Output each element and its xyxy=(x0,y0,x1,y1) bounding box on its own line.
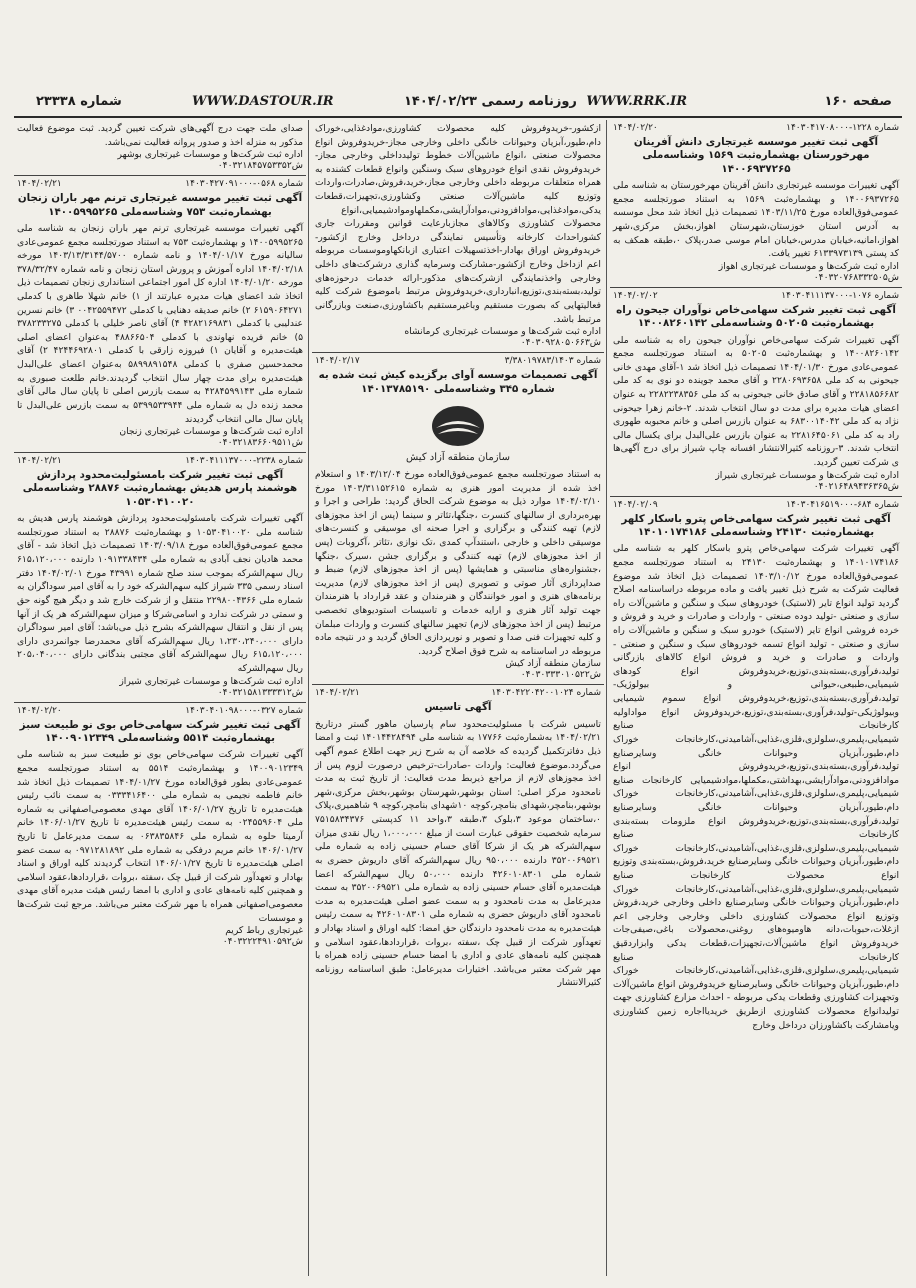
notice-code-line xyxy=(613,272,899,283)
kish-free-zone-logo-icon xyxy=(398,400,518,466)
notice-code-line xyxy=(613,481,899,492)
notice xyxy=(14,703,306,952)
notice-reg-line xyxy=(315,687,601,699)
notice-reg-number: شماره ۰۳۲۷-۱۴۰۳۰۴۰۱۰۹۸۰۰۰ xyxy=(185,705,303,716)
notice xyxy=(14,453,306,702)
notice-body: آگهی تغییرات شرکت سهامی‌خاص پترو باسکار کلهر به شناسه ملی ۱۴۰۱۰۱۷۴۱۸۶ و بهشماره‌ثبت ۲۴۱۳۰ به استناد صورتجلسه مجمع عمومی‌فوق‌العاده مورخ ۱۴۰۳/۱۰/۱۲ تصمیمات ذیل اتخاذ شد موضوع فعالیت شرکت به شرح ذیل تغییر یافت و ماده مربوطه دراساسنامه اصلاح گردید تولید انواع تایر (لاستیک) خودروهای سبک و سنگین و ماشین‌آلات راه سازی و صنعتی -تولید دوده صنعتی - واردات و صادرات و خرید و فروش و خرده فروشی انواع تایر (لاستیک) خودرو سبک و سنگین و ماشین‌آلات راه سازی و صنعتی - تولید انواع تسمه خودروهای سبک و سنگین و صنعتی - واردات و صادرات و خرید و فروش انواع کالاهای بازرگانی تولید،فرآوری،بسته‌بندی،توزیع،خریدوفروش انواع کودهای شیمیایی،طبیعی،حیوانی و بیولوژیک-تولید،فرآوری،بسته‌بندی،توزیع،خریدوفروش انواع سموم شیمیایی وبیولوژیکی-تولید،فرآوری،بسته‌بندی،توزیع،خریدوفروش انواع مواداولیه کارخانجات صنایع شیمیایی،پلیمری،سلولزی،فلزی،غذایی،آشامیدنی،کارخانجات خوراک دام،طیور،آبزیان وحیوانات خانگی وسایرصنایع تولید،فرآوری،بسته‌بندی،توزیع،خریدوفروش انواع موادافزودنی،موادآرایشی،بهداشتی،مکملها،موادشیمیایی کارخانجات صنایع شیمیایی،پلیمری،سلولزی،فلزی،غذایی،آشامیدنی،کارخانجات خوراک دام،طیور،آبزیان وحیوانات خانگی وسایرصنایع تولید،فرآوری،بسته‌بندی،توزیع،خریدوفروش انواع ملزومات بسته‌بندی کارخانجات صنایع شیمیایی،پلیمری،سلولزی،فلزی،غذایی،آشامیدنی،کارخانجات خوراک دام،طیور،آبزیان وحیوانات خانگی وسایرصنایع خرید،فروش،بسته‌بندی وتوزیع انواع محصولات کارخانجات صنایع شیمیایی،پلیمری،سلولزی،فلزی،غذایی،آشامیدنی،کارخانجات خوراک دام،طیور،آبزیان وحیوانات خانگی وسایرصنایع داخلی وخارجی خرید،فروش وتوزیع انواع محصولات کشاورزی داخلی وخارجی وخارجی اعم ازغلات،حبوبات،دانه هاوميوه‌های روغنی،محصولات باغی،صیفی‌جات خریدوفروش انواع ماشین‌آلات،تجهیزات،قطعات یدکی وابزاردقیق کارخانجات صنایع شیمیایی،پلیمری،سلولزی،فلزی،غذایی،آشامیدنی،کارخانجات خوراک دام،طیور،آبزیان وحیوانات خانگی وسایرصنایع خریدوفروش انواع ماشین‌آلات وتجهیزات کشاورزی وقطعات یدکی مربوطه - احداث مزارع کشاورزی جهت تولیدانواع محصولات کشاورزی ازطریق خریدیااجاره زمین کشاورزی ویامشارکت باکشاورزان درداخل وخارج xyxy=(613,543,899,1031)
notice-body: آگهی تغییرات موسسه غیرتجاری ترنم مهر باران زنجان به شناسه ملی ۱۴۰۰۵۹۹۵۲۶۵ و بهشماره‌ثبت ۷۵۳ به استناد صورتجلسه مجمع عمومی‌عادی سالیانه مورخ ۱۴۰۴/۰۱/۱۷ و نامه شماره ۱۴۰۳/۱۳/۳۱۴۴/۵۷۰۰ مورخه ۱۴۰۴/۰۲/۱۸ اداره آموزش و پرورش استان زنجان و نامه شماره ۳۷۸/۳۲/۴۷ مورخه ۱۴۰۴/۰۱/۲۰ اداره کل امور اجتماعی استانداری زنجان تصمیمات ذیل اتخاذ شد اعضای هیات مدیره عبارتند از ۱) خانم شهلا طاهری با کدملی ۶۱۵۹۰۶۴۲۷۱ ۲) خانم صدیقه دهنایی با کدملی ۰۰۴۲۵۵۹۴۷۲ ۳) خانم نسرین عندلیبی با کدملی ۴۲۸۲۱۶۹۸۳۱ ۴) آقای ناصر خلیلی با کدملی ۳۷۸۲۳۳۲۷۵ ۵) خانم فریده نهاوندی با کدملی ۴۸۸۶۶۵۰۴ به‌عنوان اعضای اصلی هیئت‌مدیره و آقایان ۱) فیروزه زارقی با کدملی ۴۲۴۴۶۹۲۸۰۱ ۲) آقای محمدحسین صفری با کدملی ۵۸۹۹۸۹۱۵۴۸ به‌عنوان اعضای علی‌البدل هیئت‌مدیره برای مدت چهار سال انتخاب گردیدند.خانم طلعت صبوری به شماره ملی ۴۲۸۴۵۹۹۱۴۳ به سمت بازرس اصلی تا پایان سال مالی آقای محمد زنده دل به شماره ملی ۵۳۹۹۵۳۳۹۴۴ به سمت بازرس علی‌البدل تا پایان سال مالی انتخاب گردیدند xyxy=(17,222,304,425)
notice-footer xyxy=(17,149,303,160)
notice-code: ش۰۴۰۳۲۱۸۳۶۶۰۹۵۱۱ xyxy=(217,437,303,449)
notice-office: اداره ثبت شرکت‌ها و موسسات غیرتجاری اهواز xyxy=(718,260,899,272)
notice-title: آگهی تاسیس xyxy=(424,701,492,714)
notice-footer xyxy=(315,658,601,669)
notice-date: ۱۴۰۴/۰۲/۱۷ xyxy=(315,356,360,367)
notice-title: آگهی ثبت تغییر شرکت سهامی‌خاص نوآوران جیحون راه بهشماره‌ثبت ۵۰۲۰۵ وشناسه‌ملی ۱۴۰۰۸۲۶۰۱۴۲ xyxy=(616,303,896,330)
notice xyxy=(312,685,604,994)
column-right xyxy=(610,120,902,1278)
notice-reg-number: شماره ۲۲۳۸-۱۴۰۳۰۴۱۱۱۳۷۰۰۰ xyxy=(185,456,303,467)
logo-caption: سازمان منطقه آزاد کیش xyxy=(406,451,510,463)
notice-body: آگهی تغییرات شرکت بامسئولیت‌محدود پردازش هوشمند پارس هدیش به شناسه ملی ۱۰۵۳۰۴۱۰۰۲۰ و بهشماره‌ثبت ۲۸۸۷۶ به استناد صورتجلسه مجمع عمومی‌فوق‌العاده مورخ ۱۴۰۳/۰۹/۱۸ تصمیمات ذیل اتخاذ شد - آقای محمد هادیان نجف آبادی به شماره ملی ۱۰۹۱۳۳۸۴۳۴ دارنده ۶۱۵،۱۲۰،۰۰۰ ریال سهم‌الشرکه بموجب سند صلح شماره ۴۳۹۹۱ مورخ ۱۴۰۴/۰۲/۰۱ دفتر اسناد رسمی ۳۳۵ شیراز کلیه سهم‌الشرکه خود را به آقای امیر سوداگران به شماره ملی ۲۲۹۸۰۰۴۳۶۶ منتقل و از شرکت خارج شد و دیگر هیچ گونه حق و سمتی در شرکت ندارد و اسامی‌شرکا و میزان سهم‌الشرکه هر یک از آنها پس از نقل و انتقال سهم‌الشرکه بشرح ذیل می‌باشد: آقای امیر سوداگران دارای ۱،۲۳۰،۲۴۰،۰۰۰ ریال سهم‌الشرکه آقای محمدرضا جوانمردی دارای ۶۱۵،۱۲۰،۰۰۰ ریال سهم‌الشرکه آقای مجتبی بندگانی دارای ۲۰۵،۰۴۰،۰۰۰ ریال سهم‌الشرکه xyxy=(17,513,304,674)
notice-continuation xyxy=(312,120,604,353)
column-left xyxy=(14,120,306,1278)
notice-footer xyxy=(613,261,899,272)
notice-office: سازمان منطقه آزاد کیش xyxy=(505,658,601,670)
notice xyxy=(610,497,902,1037)
notice-reg-number: شماره ۱۲۲۸-۱۴۰۳۰۴۱۷۰۸۰۰۰ xyxy=(786,123,899,133)
notice-reg-number: شماره ۰۵۶۸-۱۴۰۳۰۴۲۷۰۹۱۰۰۰ xyxy=(185,179,303,190)
notice-date: ۱۴۰۴/۰۲/۲۰ xyxy=(17,705,62,716)
column-divider xyxy=(606,120,607,1276)
notice-date: ۱۴۰۴/۰۲/۰۹ xyxy=(613,499,658,510)
notice-title: آگهی ثبت تغییر موسسه غیرتجاری دانش آفرینان مهرخورستان بهشماره‌ثبت ۱۵۶۹ وشناسه‌ملی ۱۴۰۰۶۹۳۷۲۶۵ xyxy=(633,136,879,175)
notice-reg-line xyxy=(613,499,899,511)
notice-reg-number: شماره ۱۴۰۳۰۴۲۲۰۴۲۰۰۱۰۲۴ xyxy=(491,688,601,699)
notice-footer xyxy=(17,676,303,687)
notice-code: ش۰۴۰۳۰۹۲۸۰۵۰۶۶۳ xyxy=(520,337,601,349)
notice-code: ش۰۴۰۳۰۳۳۳۰۱۰۵۲۲ xyxy=(520,669,601,681)
notice-code-line xyxy=(17,936,303,947)
notice-body: صدای ملت جهت درج آگهی‌های شرکت تعیین گردید. ثبت موضوع فعالیت مذکور به منزله اخذ و صدور پروانه فعالیت نمی‌باشد. xyxy=(17,123,303,148)
notice-code: ش۰۴۰۳۲۲۲۴۹۱۰۵۹۲ xyxy=(222,936,303,948)
issue-number: شماره ۲۳۳۳۸ xyxy=(36,94,122,109)
notice-body: آگهی تغییرات شرکت سهامی‌خاص بوی نو طبیعت سبز به شناسه ملی ۱۴۰۰۹۰۱۲۳۴۹ و بهشماره‌ثبت ۵۵۱۴ به استناد صورتجلسه مجمع عمومی‌عادی بطور فوق‌العاده مورخ ۱۴۰۴/۰۱/۲۷ تصمیمات ذیل اتخاذ شد خانم فاطمه نجیمی به شماره ملی ۰۳۳۳۴۱۶۴۰۰ به سمت نائب رئیس هیئت‌مدیره تا تاریخ ۱۴۰۶/۰۱/۲۷ آقای مهدی معصومی‌اصفهانی به شماره ملی ۰۲۴۵۵۹۶۰۴ به سمت رئیس هیئت‌مدیره تا تاریخ ۱۴۰۶/۰۱/۲۷ خانم آرمیتا حلوه به شماره ملی ۰۶۳۸۳۵۸۴۶ به سمت مدیرعامل تا تاریخ ۱۴۰۶/۰۱/۲۷ خانم مریم درفکی به شماره ملی ۰۹۷۱۲۸۱۸۹۲ به سمت عضو اصلی هیئت‌مدیره تا تاریخ ۱۴۰۶/۰۱/۲۷ انتخاب گردیدند کلیه اوراق و اسناد بهادار و تعهدآور شرکت از قبیل چک ،سفته ،بروات ،قراردادها،عقود اسلامی و همچنین کلیه نامه‌های عادی و اداری با امضا رئیس هیئت مدیره آقای مهدی معصومی‌اصفهانی همراه با مهر شرکت معتبر می‌باشد. مرجع ثبت شرکت‌ها و موسسات xyxy=(17,749,304,924)
notice-office: اداره ثبت شرکت‌ها و موسسات غیرتجاری بوشهر xyxy=(117,149,303,161)
notice-continuation xyxy=(14,120,306,176)
notice-reg-line xyxy=(613,122,899,134)
page-header xyxy=(14,6,902,118)
notice-office: اداره ثبت شرکت‌ها و موسسات غیرتجاری شیراز xyxy=(119,675,303,687)
notice-reg-number: شماره ۶۸۴-۱۴۰۳۰۴۱۶۵۱۹۰۰۰ xyxy=(786,499,899,510)
notice-code: ش۰۴۰۲۱۶۴۸۹۴۳۶۳۶۵ xyxy=(813,480,899,492)
notice-footer xyxy=(613,470,899,481)
notice-code-line xyxy=(17,160,303,171)
notice-date: ۱۴۰۴/۰۲/۲۱ xyxy=(315,688,360,699)
notice-body: آگهی تغییرات شرکت سهامی‌خاص نوآوران جیحون راه به شناسه ملی ۱۴۰۰۸۲۶۰۱۴۲ و بهشماره‌ثبت ۵۰۲۰۵ به استناد صورتجلسه مجمع عمومی‌عادی مورخ ۱۴۰۴/۰۱/۳۰ تصمیمات ذیل اتخاذ شد ۱-آقای مهدی خانی جیحونی به کد ملی ۲۲۸۰۶۹۳۶۵۸ و آقای محمد جوینده دو نوی به کد ملی ۲۲۸۱۸۵۶۶۸۲ و آقای صادق خانی جیحونی به کد ملی ۲۲۸۲۲۳۸۳۵۶ به عنوان اعضای هیات مدیره برای مدت دو سال انتخاب شدند. ۲-خانم زهرا جیحونی نژاد به کد ملی ۶۸۳۰۰۱۴۰۴۲ به عنوان بازرس اصلی و خانم محبوبه طهوری راد به کد ملی ۲۲۸۱۶۴۵۰۶۱ به عنوان بازرس علی‌البدل برای یکسال مالی انتخاب شدند. ۳-روزنامه کثیرالانتشار افسانه چاپ شیراز برای درج آگهی‌ها ی شرکت تعیین گردید. xyxy=(613,334,900,469)
notice-body: آگهی تغییرات موسسه غیرتجاری دانش آفرینان مهرخورستان به شناسه ملی ۱۴۰۰۶۹۳۷۲۶۵ و بهشماره‌ثبت ۱۵۶۹ به استناد صورتجلسه مجمع عمومی‌فوق‌العاده مورخ ۱۴۰۳/۱۱/۲۵ تصمیمات ذیل اتخاذ شد محل موسسه به آدرس استان خوزستان،شهرستان اهواز،بخش مرکزی،شهر اهواز،امانیه،خیابان مدرس،خیابان امام موسی صدر،پلاک ۰،طبقه همکف به کد پستی ۶۱۳۳۹۷۳۱۳۹ تغییر یافت. xyxy=(613,180,900,260)
site-link-dastour[interactable]: WWW.DASTOUR.IR xyxy=(192,94,334,109)
notice-code-line xyxy=(315,669,601,680)
column-divider xyxy=(308,120,309,1276)
notice xyxy=(14,176,306,453)
notice-title: آگهی ثبت تغییر موسسه غیرتجاری ترنم مهر باران زنجان بهشماره‌ثبت ۷۵۳ وشناسه‌ملی ۱۴۰۰۵۹۹۵۲۶۵ xyxy=(17,192,303,218)
notice-reg-number: شماره ۳/۳۸۰۱۹۷۸۳/۱۴۰۳ xyxy=(504,356,601,367)
notice-reg-line xyxy=(613,290,899,302)
notice-title: آگهی ثبت تغییر شرکت سهامی‌خاص پترو باسکار کلهر بهشماره‌ثبت ۲۴۱۳۰ وشناسه‌ملی ۱۴۰۱۰۱۷۴۱۸۶ xyxy=(621,512,891,538)
notice-title: آگهی ثبت تغییر شرکت بامسئولیت‌محدود پردازش هوشمند پارس هدیش بهشماره‌ثبت ۲۸۸۷۶ وشناسه‌ملی ۱۰۵۳۰۴۱۰۰۲۰ xyxy=(22,469,298,508)
notice-code-line xyxy=(17,687,303,698)
notice-reg-number: شماره ۱۰۷۶-۱۴۰۳۰۴۱۱۱۳۷۰۰۰ xyxy=(781,290,899,301)
notice-title: آگهی ثبت تغییر شرکت سهامی‌خاص بوی نو طبیعت سبز بهشماره‌ثبت ۵۵۱۴ وشناسه‌ملی ۱۴۰۰۹۰۱۲۳۴۹ xyxy=(19,718,301,744)
notice-date: ۱۴۰۴/۰۲/۲۱ xyxy=(17,179,62,190)
notice-code: ش۰۴۰۳۲۱۸۴۵۷۵۳۳۵۲ xyxy=(217,160,303,172)
notice-reg-line xyxy=(17,178,303,190)
notice-office: اداره ثبت شرکت‌ها و موسسات غیرتجاری کرمانشاه xyxy=(404,326,601,338)
notice-office: غیرتجاری رباط کریم xyxy=(225,925,303,937)
notice-code: ش۰۴۰۳۲۱۵۸۱۳۳۳۳۱۲ xyxy=(217,686,303,698)
notice-body: تاسیس شرکت با مسئولیت‌محدود سام پارسیان ماهور گستر درتاریخ ۱۴۰۴/۰۲/۲۱ به‌شماره‌ثبت ۱۷۷۶۶ به شناسه ملی ۱۴۰۱۴۴۲۸۴۹۴ ثبت و امضا ذیل دفاترتکمیل گردیده که خلاصه آن به شرح زیر جهت اطلاع عموم آگهی می‌گردد.موضوع فعالیت: واردات -صادرات-ترخیص درصورت لزوم پس از اخذ مجوزهای لازم از مراجع ذیربط مدت فعالیت: از تاریخ ثبت به مدت نامحدود مرکز اصلی: استان بوشهر،شهرستان بوشهر،بخش مرکزی،شهر بوشهر،بنامچر،شهدای بنامچر،کوچه ۱۰شهدای بنامچر،کوچه ۹ شاهمیری،پلاک ۰،ساختمان موعود ۳،بلوک ۳،طبقه ۳،واحد ۱۱ کدپستی ۷۵۱۵۸۳۴۳۷۶ سرمایه شخصیت حقوقی عبارت است از مبلغ ۱،۰۰۰،۰۰۰ ریال نقدی میزان سهم‌الشرکه هر یک از شرکا آقای حسام حسینی زاده به شماره ملی ۳۵۲۰۰۶۹۵۲۱ دارنده ۹۵۰،۰۰۰ ریال سهم‌الشرکه آقای داریوش حضری به شماره ملی ۴۲۶۰۱۰۸۳۰۱ دارنده ۵۰،۰۰۰ ریال سهم‌الشرکه اعضا هیئت‌مدیره آقای حسام حسینی زاده به شماره ملی ۳۵۲۰۰۶۹۵۲۱ به سمت مدیرعامل به مدت نامحدود و به سمت عضو اصلی هیئت‌مدیره به مدت نامحدود آقای داریوش حضری به شماره ملی ۴۲۶۰۱۰۸۳۰۱ به سمت رئیس هیئت‌مدیره به مدت نامحدود دارندگان حق امضا: کلیه اوراق و اسناد بهادار و تعهدآور شرکت از قبیل چک ،سفته ،بروات ،قراردادها،عقود اسلامی و همچنین کلیه نامه‌های عادی و اداری با امضا حسام حسینی زاده همراه با مهر شرکت معتبر می‌باشد. اختیارات مدیرعامل: طبق اساسنامه روزنامه کثیرالانتشار xyxy=(315,718,602,989)
issue-date: روزنامه رسمی ۱۴۰۴/۰۲/۲۳ xyxy=(404,94,577,109)
notice-code: ش۰۴۰۳۲۰۷۶۸۳۳۲۵۰۵ xyxy=(813,271,899,283)
notice-code-line xyxy=(17,437,303,448)
notice-office: اداره ثبت شرکت‌ها و موسسات غیرتجاری زنجان xyxy=(119,426,303,438)
notice xyxy=(610,120,902,288)
notice-reg-line xyxy=(17,455,303,467)
notice-reg-line xyxy=(315,355,601,367)
notice-footer xyxy=(315,326,601,337)
notice-date: ۱۴۰۴/۰۲/۲۰ xyxy=(613,123,658,133)
notice-body: به استناد صورتجلسه مجمع عمومی‌فوق‌العاده مورخ ۱۴۰۳/۱۲/۰۴ و استعلام اخذ شده از مدیریت امور هنری به شماره ۱۴۰۳/۳۱۱۵۲۶۱۵ مورخ ۱۴۰۴/۰۲/۱۰ موارد ذیل به موضوع شرکت الحاق گردید: طراحی و اجرا و بهره‌برداری از سالنهای کنسرت ،جنگها،تئاتر و سینما (پس از اخذ مجوزهای لازم) تهیه کنندگی و برگزاری و اجرا صحنه ای موسیقی و کنسرت‌های موسیقی داخلی و خارجی ،استندآپ کمدی ،تک نوازی ،تئاتر ،آکروبات (پس از اخذ مجوزهای لازم) تهیه کنندگی و برگزاری جشن ،سیرک ،جنگها ،جشنواره‌های مناسبتی و همایشها (پس از اخذ مجوزهای لازم) ضبط و صداپردازی آثار صوتی و تصویری (پس از اخذ مجوزهای لازم) مدیریت برنامه‌های هنری و امور خوانندگان و هنرمندان و عقد قرارداد با هنرمندان جهت تولید آثار هنری و ارایه خدمات و تاسیسات استودیوهای تخصصی مرتبط (پس از اخذ مجوزهای لازم) تجهیز سالنهای کنسرت و واردات مبلمان و کلیه تجهیزات فنی صدا و تصویر و نورپردازی الحاق گردید و در نتیجه ماده مربوطه در اساسنامه به شرح فوق اصلاح گردید. xyxy=(315,468,601,657)
notice-footer xyxy=(17,426,303,437)
notice-date: ۱۴۰۴/۰۲/۰۲ xyxy=(613,290,658,301)
page-number: صفحه ۱۶۰ xyxy=(824,94,892,109)
notice-date: ۱۴۰۴/۰۲/۲۱ xyxy=(17,456,62,467)
site-link-rrk[interactable]: WWW.RRK.IR xyxy=(586,94,687,109)
notice-office: اداره ثبت شرکت‌ها و موسسات غیرتجاری شیراز xyxy=(715,469,899,481)
notice-body: ازکشور-خریدوفروش کلیه محصولات کشاورزی،موادغذایی،خوراک دام،طیور،آبزیان وحیوانات خانگی داخلی وخارجی مجاز-خریدوفروش انواع محصولات صنعتی ،انواع ماشین‌آلات خطوط تولیدداخلی وخارجی مجاز-خریدوفروش نقدی انواع خودروهای سبک وسنگین وانواع قطعات کشنده به همراه متعلقات مربوطه داخلی وخارجی مجاز،خرید،فروش،صادرات،واردات وتوزیع کلیه ماشین‌آلات صنعتی وکشاورزی،تجهیزات،قطعات یدکی،موادغذایی،موادافزودنی،موادآرایشی،مکملهاوموادشیمیایی،انواع محصولات کشاورزی وکالاهای مجازبارعایت قوانین ومقررات جاری کشوراحداث کارخانه وتأسیس نمایندگی درداخل وخارج ازکشور-خریدوفروش اوراق بهادار-اخذتسهیلات اعتباری ازبانکهاوموسسات مربوطه اعم ازداخل وخارج ازکشور-مشارکت وسرمایه گذاری درشرکت‌های داخلی وخارجی واخذنمایندگی ازشرکت‌های مذکور-ارائه خدمات درحوزه‌های تولید،بسته‌بندی،توزیع،انبارداری،خریدوفروش مرتبط باموضوع شرکت کلیه فعالیتهایی که بصورت مستقیم وباغیرمستقیم باکشاورزی،صنعت وبازرگانی مرتبط باشد. xyxy=(315,123,601,325)
notice xyxy=(610,288,902,497)
notice-reg-line xyxy=(17,705,303,717)
column-middle xyxy=(312,120,604,1278)
notice-code-line xyxy=(315,337,601,348)
notice xyxy=(312,353,604,685)
notice-title: آگهی تصمیمات موسسه آوای برگزیده کیش ثبت شده به شماره ۳۴۵ وشناسه‌ملی ۱۴۰۱۳۷۸۵۱۹۰ xyxy=(318,369,598,395)
notice-footer xyxy=(17,925,303,936)
